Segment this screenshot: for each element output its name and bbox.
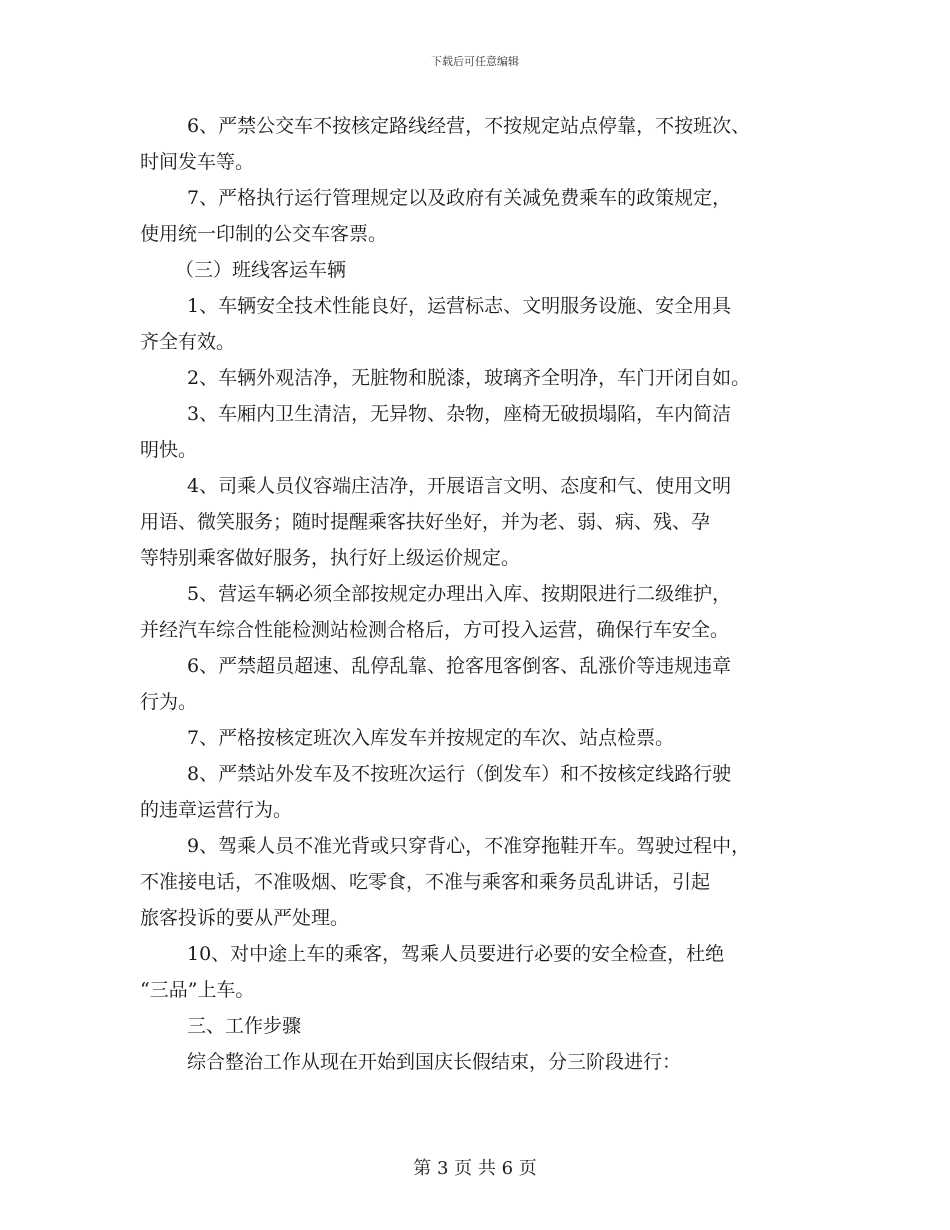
paragraph-b6: [140, 648, 820, 720]
paragraph-b5: [140, 576, 820, 648]
text-line: 齐全有效。: [140, 331, 236, 353]
text-line: 1、车辆安全技术性能良好，运营标志、文明服务设施、安全用具: [187, 295, 732, 317]
paragraph-b9: [140, 828, 820, 936]
text-line: 9、驾乘人员不准光背或只穿背心，不准穿拖鞋开车。驾驶过程中，: [187, 835, 751, 857]
text-line: 的违章运营行为。: [140, 799, 293, 821]
text-line: 三、工作步骤: [187, 1015, 302, 1037]
text-line: 行为。: [140, 691, 198, 713]
text-line: 综合整治工作从现在开始到国庆长假结束，分三阶段进行：: [187, 1051, 682, 1073]
paragraph-b7: [140, 720, 820, 756]
text-line: 使用统一印制的公交车客票。: [140, 223, 388, 245]
text-line: “三品”上车。: [140, 979, 255, 1001]
paragraph-b2: [140, 360, 820, 396]
text-line: 7、严格执行运行管理规定以及政府有关减免费乘车的政策规定，: [187, 187, 732, 209]
paragraph-b4: [140, 468, 820, 576]
paragraph-s3: [140, 1008, 820, 1044]
text-line: 时间发车等。: [140, 151, 255, 173]
text-line: （三）班线客运车辆: [175, 259, 347, 281]
text-line: 6、严禁超员超速、乱停乱靠、抢客甩客倒客、乱涨价等违规违章: [187, 655, 732, 677]
text-line: 6、严禁公交车不按核定路线经营，不按规定站点停靠，不按班次、: [187, 115, 751, 137]
text-line: 5、营运车辆必须全部按规定办理出入库、按期限进行二级维护，: [187, 583, 732, 605]
text-line: 不准接电话，不准吸烟、吃零食，不准与乘客和乘务员乱讲话，引起: [140, 871, 711, 893]
text-line: 3、车厢内卫生清洁，无异物、杂物，座椅无破损塌陷，车内简洁: [187, 403, 732, 425]
page-footer: 第 3 页 共 6 页: [413, 1158, 537, 1179]
paragraph-p7a: [140, 180, 820, 252]
text-line: 等特别乘客做好服务，执行好上级运价规定。: [140, 547, 521, 569]
paragraph-b8: [140, 756, 820, 828]
text-line: 7、严格按核定班次入库发车并按规定的车次、站点检票。: [187, 727, 675, 749]
text-line: 4、司乘人员仪容端庄洁净，开展语言文明、态度和气、使用文明: [187, 475, 732, 497]
paragraph-b3: [140, 396, 820, 468]
paragraph-h3: [140, 252, 820, 288]
document-body: [140, 108, 820, 1080]
paragraph-s3p: [140, 1044, 820, 1080]
text-line: 并经汽车综合性能检测站检测合格后，方可投入运营，确保行车安全。: [140, 619, 730, 641]
text-line: 明快。: [140, 439, 198, 461]
paragraph-p6a: [140, 108, 820, 180]
text-line: 10、对中途上车的乘客，驾乘人员要进行必要的安全检查，杜绝: [187, 943, 725, 965]
page-header: 下载后可任意编辑: [431, 55, 519, 68]
text-line: 2、车辆外观洁净，无脏物和脱漆，玻璃齐全明净，车门开闭自如。: [187, 367, 751, 389]
paragraph-b10: [140, 936, 820, 1008]
text-line: 旅客投诉的要从严处理。: [140, 907, 350, 929]
text-line: 用语、微笑服务；随时提醒乘客扶好坐好，并为老、弱、病、残、孕: [140, 511, 711, 533]
text-line: 8、严禁站外发车及不按班次运行（倒发车）和不按核定线路行驶: [187, 763, 732, 785]
paragraph-b1: [140, 288, 820, 360]
